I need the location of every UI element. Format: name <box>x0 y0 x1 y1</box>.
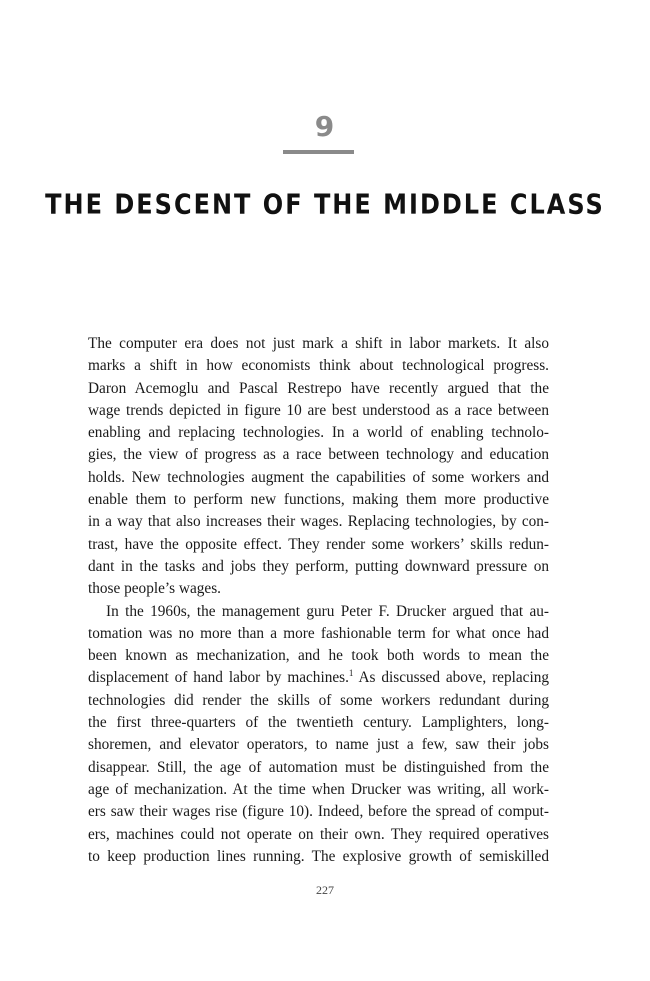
text-line: technologies did render the skills of some workers redundant during <box>88 691 549 709</box>
chapter-number: 9 <box>314 110 336 143</box>
text-line: been known as mechanization, and he took both words to mean the <box>88 647 549 665</box>
text-line: age of mechanization. At the time when Drucker was writing, all work- <box>88 780 549 798</box>
text-line: enabling and replacing technologies. In a world of enabling technolo- <box>88 424 549 442</box>
text-line: The computer era does not just mark a shift in labor markets. It also <box>88 335 549 352</box>
text-line: tomation was no more than a more fashionable term for what once had <box>88 624 549 642</box>
chapter-rule <box>283 150 354 154</box>
text-line: Daron Acemoglu and Pascal Restrepo have recently argued that the <box>88 379 549 397</box>
text-line: those people’s wages. <box>88 580 221 598</box>
text-line: in a way that also increases their wages. Replacing technologies, by con- <box>88 513 549 531</box>
footnote-marker[interactable]: 1 <box>348 668 354 679</box>
paragraph <box>88 333 549 601</box>
page-number: 227 <box>316 883 334 897</box>
text-line <box>88 667 549 689</box>
chapter-title: THE DESCENT OF THE MIDDLE CLASS <box>45 188 605 221</box>
text-line: ers, machines could not operate on their own. They required operatives <box>88 825 549 843</box>
text-line: wage trends depicted in figure 10 are best understood as a race between <box>88 401 549 419</box>
text-line: dant in the tasks and jobs they perform, putting downward pressure on <box>88 557 549 575</box>
text-line: to keep production lines running. The explosive growth of semiskilled <box>88 847 549 865</box>
body-text <box>88 333 549 868</box>
text-fragment: As discussed above, replacing <box>353 669 549 687</box>
text-line: In the 1960s, the management guru Peter F. Drucker argued that au- <box>106 602 549 620</box>
text-line: ers saw their wages rise (figure 10). Indeed, before the spread of comput- <box>88 803 549 821</box>
text-line: enable them to perform new functions, making them more productive <box>88 491 549 509</box>
text-fragment: displacement of hand labor by machines. <box>88 669 349 687</box>
text-line: the first three-quarters of the twentieth century. Lamplighters, long- <box>88 714 549 732</box>
text-line: gies, the view of progress as a race between technology and education <box>88 446 549 464</box>
text-line: marks a shift in how economists think about technological progress. <box>88 357 549 375</box>
text-line: disappear. Still, the age of automation must be distinguished from the <box>88 758 549 776</box>
text-line: shoremen, and elevator operators, to name just a few, saw their jobs <box>88 736 549 754</box>
text-line: trast, have the opposite effect. They render some workers’ skills redun- <box>88 535 549 553</box>
text-line: holds. New technologies augment the capabilities of some workers and <box>88 468 549 486</box>
paragraph <box>88 601 549 869</box>
